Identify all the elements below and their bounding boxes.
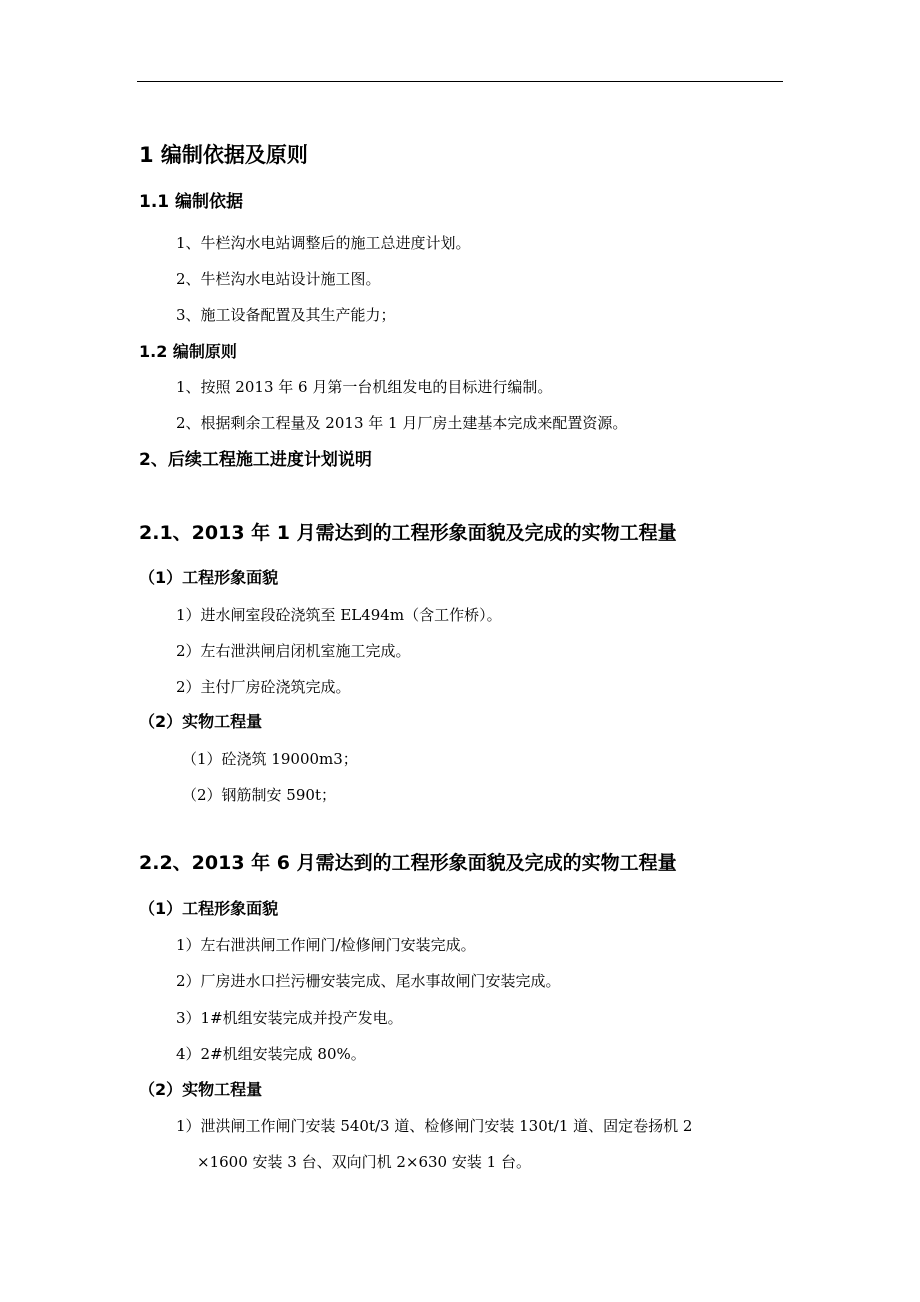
section-1-1-title: 1.1 编制依据 [139, 192, 244, 212]
part1-appearance-label: （1）工程形象面貌 [139, 568, 279, 587]
part1-appearance-item-1: 1）进水闸室段砼浇筑至 EL494m（含工作桥）。 [176, 606, 502, 624]
part2-appearance-label: （1）工程形象面貌 [139, 899, 279, 918]
section-1-2-title: 1.2 编制原则 [139, 342, 237, 361]
section-1-title: 1 编制依据及原则 [139, 143, 308, 167]
part2-appearance-item-4: 4）2#机组安装完成 80%。 [176, 1045, 366, 1063]
basis-item-3: 3、施工设备配置及其生产能力； [176, 306, 396, 324]
part2-quantity-item-1-line-2: ×1600 安装 3 台、双向门机 2×630 安装 1 台。 [197, 1153, 531, 1171]
part1-quantity-label: （2）实物工程量 [139, 712, 263, 731]
header-rule [137, 81, 783, 82]
principle-item-2: 2、根据剩余工程量及 2013 年 1 月厂房土建基本完成来配置资源。 [176, 414, 628, 432]
section-2-title: 2、后续工程施工进度计划说明 [139, 450, 372, 470]
basis-item-1: 1、牛栏沟水电站调整后的施工总进度计划。 [176, 234, 471, 252]
section-2-1-title: 2.1、2013 年 1 月需达到的工程形象面貌及完成的实物工程量 [139, 522, 677, 544]
part2-appearance-item-1: 1）左右泄洪闸工作闸门/检修闸门安装完成。 [176, 936, 476, 954]
part2-quantity-label: （2）实物工程量 [139, 1080, 263, 1099]
basis-item-2: 2、牛栏沟水电站设计施工图。 [176, 270, 381, 288]
part1-quantity-item-1: （1）砼浇筑 19000m3； [182, 750, 358, 768]
part1-appearance-item-3: 2）主付厂房砼浇筑完成。 [176, 678, 351, 696]
principle-item-1: 1、按照 2013 年 6 月第一台机组发电的目标进行编制。 [176, 378, 553, 396]
part2-quantity-item-1-line-1: 1）泄洪闸工作闸门安装 540t/3 道、检修闸门安装 130t/1 道、固定卷扬机 2 [176, 1117, 693, 1135]
part2-appearance-item-2: 2）厂房进水口拦污栅安装完成、尾水事故闸门安装完成。 [176, 972, 561, 990]
part1-appearance-item-2: 2）左右泄洪闸启闭机室施工完成。 [176, 642, 411, 660]
section-2-2-title: 2.2、2013 年 6 月需达到的工程形象面貌及完成的实物工程量 [139, 852, 677, 874]
part1-quantity-item-2: （2）钢筋制安 590t； [182, 786, 336, 804]
part2-appearance-item-3: 3）1#机组安装完成并投产发电。 [176, 1009, 403, 1027]
